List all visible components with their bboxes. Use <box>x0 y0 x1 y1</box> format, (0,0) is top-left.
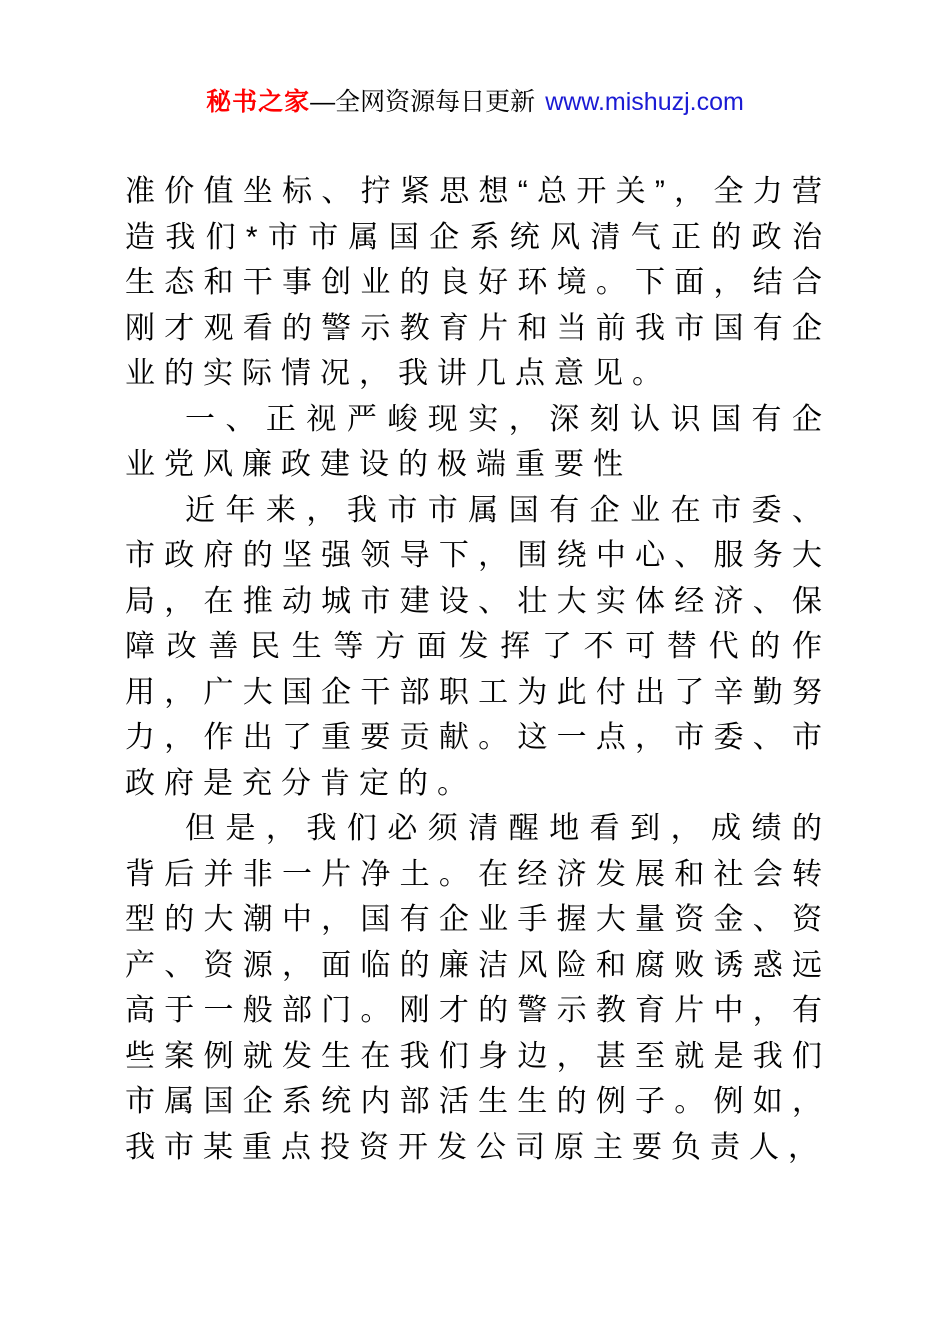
header-tagline: 全网资源每日更新 <box>335 88 536 116</box>
continuation-paragraph: 准价值坐标、拧紧思想“总开关”，全力营造我们*市市属国企系统风清气正的政治生态和干事创业的良好环境。下面，结合刚才观看的警示教育片和当前我市国有企业的实际情况，我讲几点意见。 <box>125 175 831 390</box>
document-body <box>125 169 831 1170</box>
section-heading: 一、正视严峻现实，深刻认识国有企业党风廉政建设的极端重要性 <box>125 402 831 481</box>
page-header <box>0 86 950 118</box>
header-url-link[interactable]: www.mishuzj.com <box>545 88 744 116</box>
paragraph-risks: 但是，我们必须清醒地看到，成绩的背后并非一片净土。在经济发展和社会转型的大潮中，国有企业手握大量资金、资产、资源，面临的廉洁风险和腐败诱惑远高于一般部门。刚才的警示教育片中，有些案例就发生在我们身边，甚至就是我们市属国企系统内部活生生的例子。例如，我市某重点投资开发公司原主要负责人， <box>125 812 831 1164</box>
brand-text: 秘书之家 <box>206 88 311 116</box>
paragraph-achievements: 近年来，我市市属国有企业在市委、市政府的坚强领导下，围绕中心、服务大局，在推动城市建设、壮大实体经济、保障改善民生等方面发挥了不可替代的作用，广大国企干部职工为此付出了辛勤努力，作出了重要贡献。这一点，市委、市政府是充分肯定的。 <box>125 493 831 800</box>
header-separator-dash: — <box>310 88 336 116</box>
